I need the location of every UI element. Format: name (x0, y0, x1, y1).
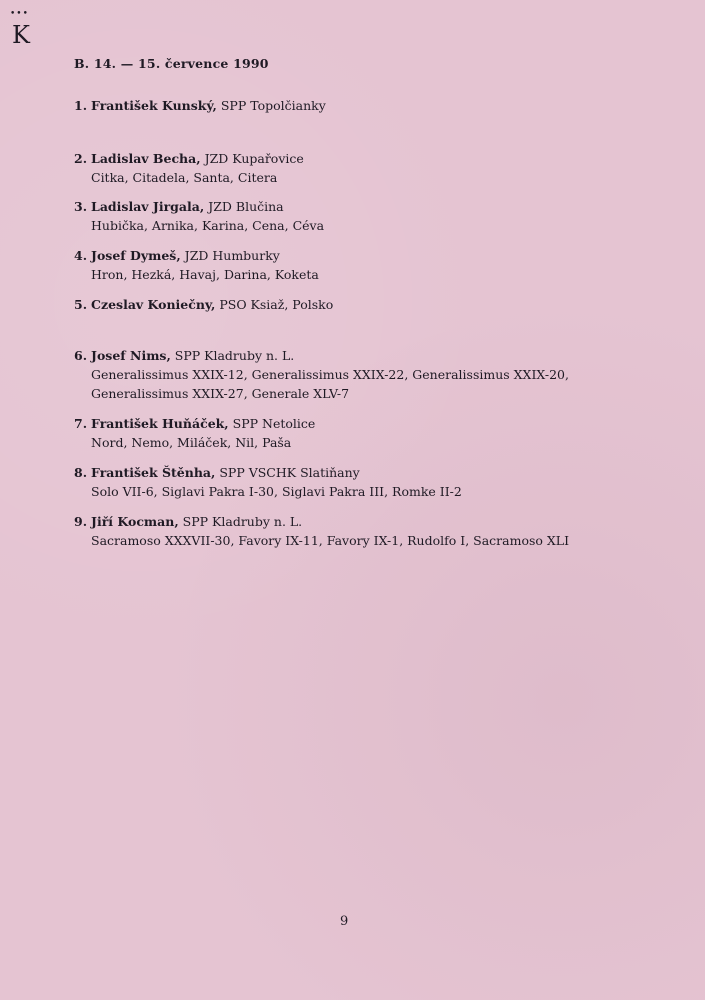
entry-organization: PSO Ksiaž, Polsko (215, 297, 334, 312)
entry-name: Czeslav Koniečny, (91, 297, 216, 312)
entry-horses: Citka, Citadela, Santa, Citera (91, 170, 278, 185)
entry-number: 3. (74, 199, 88, 214)
entry-name: František Kunský, (91, 98, 217, 113)
logo-dots: ••• (10, 9, 29, 19)
entry-number: 9. (74, 514, 88, 529)
entry-horses: Hron, Hezká, Havaj, Darina, Koketa (91, 267, 319, 282)
page-number: 9 (340, 914, 349, 929)
list-item (74, 96, 326, 115)
entry-number: 1. (74, 98, 88, 113)
entry-horses: Nord, Nemo, Miláček, Nil, Paša (91, 435, 292, 450)
entry-name: Ladislav Jirgala, (91, 199, 205, 214)
entry-organization: JZD Kupařovice (200, 151, 304, 166)
entry-name: Ladislav Becha, (91, 151, 201, 166)
list-item (74, 512, 569, 550)
entry-organization: SPP Topolčianky (216, 98, 326, 113)
entry-horses: Generalissimus XXIX-27, Generale XLV-7 (91, 386, 350, 401)
entry-horses: Solo VII-6, Siglavi Pakra I-30, Siglavi Pakra III, Romke II-2 (91, 484, 462, 499)
entry-horses: Hubička, Arnika, Karina, Cena, Céva (91, 218, 325, 233)
entry-name: František Huňáček, (91, 416, 229, 431)
list-item (74, 149, 304, 187)
entry-number: 5. (74, 297, 88, 312)
entry-organization: SPP Kladruby n. L. (178, 514, 303, 529)
list-item (74, 463, 462, 501)
entry-organization: SPP Kladruby n. L. (170, 348, 295, 363)
list-item (74, 414, 315, 452)
entry-organization: JZD Blučina (204, 199, 284, 214)
entry-name: Jiří Kocman, (91, 514, 179, 529)
entry-name: František Štěnha, (91, 465, 216, 480)
entry-number: 6. (74, 348, 88, 363)
entry-name: Josef Nims, (91, 348, 171, 363)
logo-letter: K (12, 21, 30, 49)
entry-organization: SPP VSCHK Slatiňany (215, 465, 360, 480)
list-item (74, 197, 324, 235)
entry-number: 7. (74, 416, 88, 431)
section-heading: B. 14. — 15. července 1990 (74, 56, 269, 71)
publisher-logo (8, 10, 34, 50)
entry-organization: JZD Humburky (180, 248, 280, 263)
entry-number: 8. (74, 465, 88, 480)
entry-number: 4. (74, 248, 88, 263)
list-item (74, 246, 319, 284)
entry-horses: Generalissimus XXIX-12, Generalissimus XXIX-22, Generalissimus XXIX-20, (91, 367, 569, 382)
list-item (74, 346, 569, 403)
entry-organization: SPP Netolice (228, 416, 316, 431)
list-item (74, 295, 333, 314)
entry-name: Josef Dymeš, (91, 248, 181, 263)
entry-horses: Sacramoso XXXVII-30, Favory IX-11, Favory IX-1, Rudolfo I, Sacramoso XLI (91, 533, 570, 548)
entry-number: 2. (74, 151, 88, 166)
